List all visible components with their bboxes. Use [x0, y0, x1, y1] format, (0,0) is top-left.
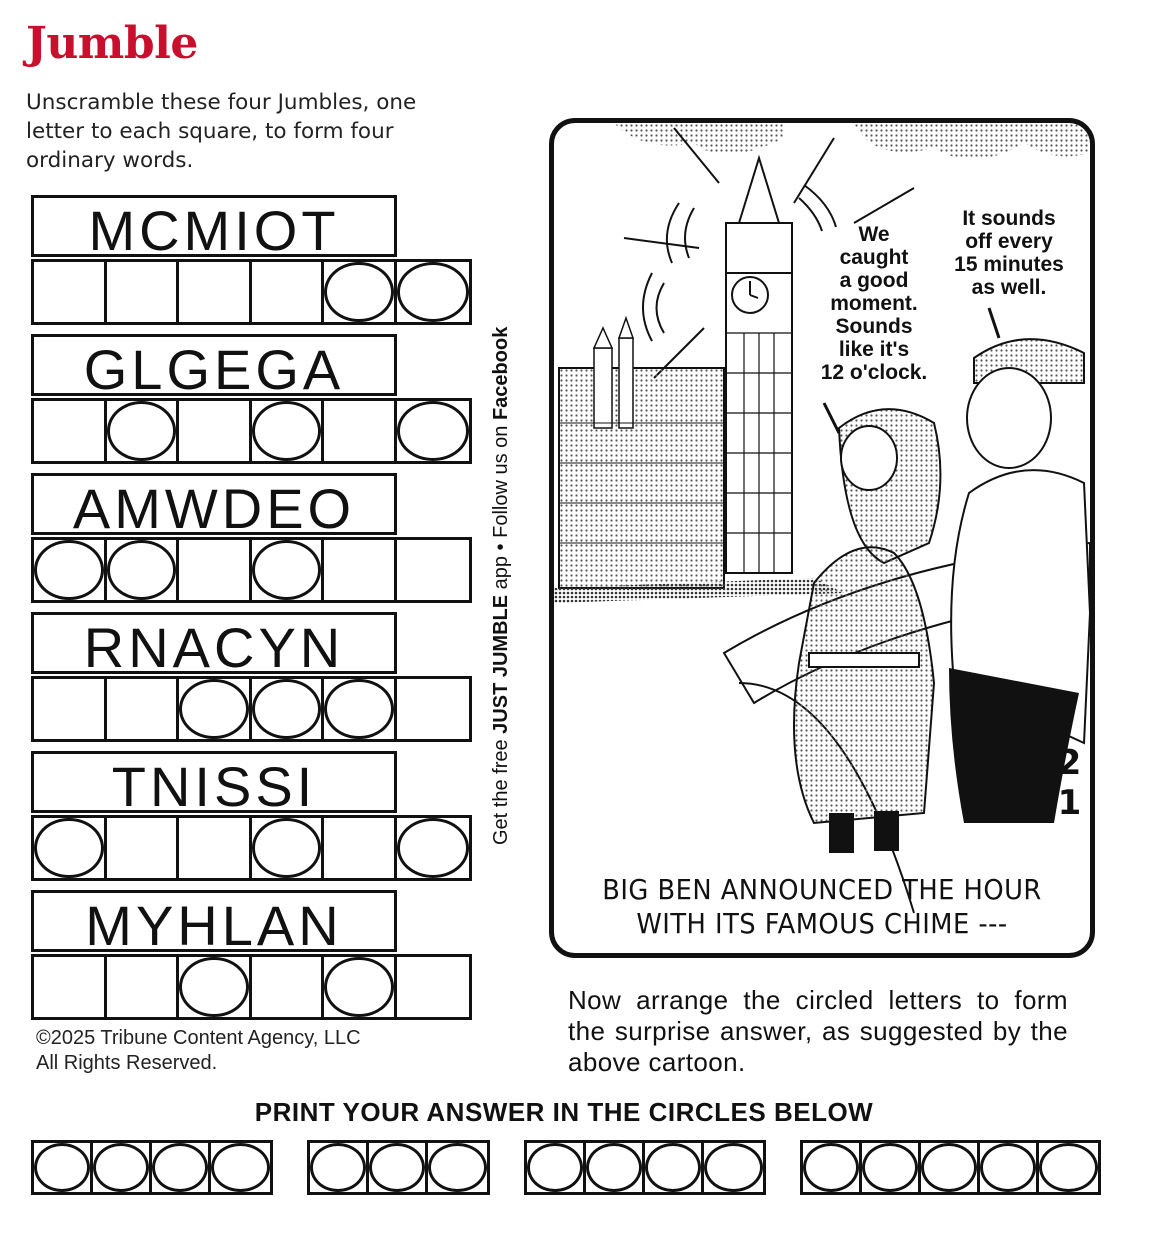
- answer-squares: [31, 259, 472, 325]
- letter-square[interactable]: [107, 818, 180, 878]
- instructions-text: Unscramble these four Jumbles, one letter to each square, to form four ordinary words.: [26, 90, 417, 173]
- answer-circle[interactable]: [310, 1143, 369, 1192]
- letter-square[interactable]: [252, 957, 325, 1017]
- letter-square[interactable]: [252, 262, 325, 322]
- answer-squares: [31, 954, 472, 1020]
- answer-squares: [31, 537, 472, 603]
- answer-word-3: [524, 1140, 766, 1195]
- circled-letter-square[interactable]: [252, 401, 325, 461]
- scrambled-letters: TNISSI: [31, 751, 397, 813]
- answer-circle[interactable]: [527, 1143, 586, 1192]
- cartoon-caption: BIG BEN ANNOUNCED THE HOUR WITH ITS FAMOUS CHIME ---: [602, 873, 1042, 940]
- cartoon-date-day: 21: [1034, 783, 1082, 823]
- circled-letter-square[interactable]: [252, 679, 325, 739]
- letter-square[interactable]: [324, 818, 397, 878]
- circled-letter-square[interactable]: [252, 818, 325, 878]
- scrambled-letters: GLGEGA: [31, 334, 397, 396]
- answer-squares: [31, 815, 472, 881]
- circled-letter-square[interactable]: [107, 540, 180, 600]
- promo-middle: app • Follow us on: [490, 420, 512, 595]
- cartoon-panel: [549, 118, 1095, 958]
- cartoon-date: [1034, 743, 1081, 823]
- answer-squares: [31, 676, 472, 742]
- letter-square[interactable]: [34, 957, 107, 1017]
- letter-square[interactable]: [34, 262, 107, 322]
- circled-letter-square[interactable]: [324, 957, 397, 1017]
- letter-square[interactable]: [324, 540, 397, 600]
- speech-bubble-man: It sounds off every 15 minutes as well.: [954, 207, 1064, 299]
- circled-letter-square[interactable]: [107, 401, 180, 461]
- print-answer-heading: PRINT YOUR ANSWER IN THE CIRCLES BELOW: [254, 1097, 874, 1127]
- answer-circle[interactable]: [586, 1143, 645, 1192]
- answer-circle[interactable]: [980, 1143, 1039, 1192]
- promo-prefix: Get the free: [490, 733, 512, 845]
- scrambled-letters: MCMIOT: [31, 195, 397, 257]
- promo-app-name: JUST JUMBLE: [490, 594, 512, 734]
- copyright: [36, 1026, 361, 1076]
- promo-vertical-text: [490, 327, 513, 845]
- answer-circle[interactable]: [803, 1143, 862, 1192]
- circled-letter-square[interactable]: [34, 818, 107, 878]
- answer-circle[interactable]: [211, 1143, 270, 1192]
- letter-square[interactable]: [179, 540, 252, 600]
- circled-letter-square[interactable]: [179, 679, 252, 739]
- letter-square[interactable]: [324, 401, 397, 461]
- letter-square[interactable]: [107, 957, 180, 1017]
- answer-circle[interactable]: [428, 1143, 487, 1192]
- answer-squares: [31, 398, 472, 464]
- letter-square[interactable]: [179, 262, 252, 322]
- circled-letter-square[interactable]: [324, 262, 397, 322]
- arrange-instructions: Now arrange the circled letters to form the surprise answer, as suggested by the above cartoon.: [568, 985, 1068, 1077]
- copyright-line-2: All Rights Reserved.: [36, 1052, 218, 1074]
- answer-word-4: [800, 1140, 1101, 1195]
- circled-letter-square[interactable]: [397, 262, 469, 322]
- copyright-line-1: ©2025 Tribune Content Agency, LLC: [36, 1027, 361, 1049]
- promo-social: Facebook: [490, 326, 512, 421]
- answer-circle[interactable]: [369, 1143, 428, 1192]
- answer-circle[interactable]: [704, 1143, 763, 1192]
- circled-letter-square[interactable]: [397, 401, 469, 461]
- answer-circle[interactable]: [645, 1143, 704, 1192]
- scrambled-letters: AMWDEO: [31, 473, 397, 535]
- puzzle-title: Jumble: [26, 18, 198, 69]
- letter-square[interactable]: [397, 540, 469, 600]
- letter-square[interactable]: [397, 679, 469, 739]
- answer-word-1: [31, 1140, 273, 1195]
- answer-word-2: [307, 1140, 490, 1195]
- circled-letter-square[interactable]: [179, 957, 252, 1017]
- letter-square[interactable]: [179, 818, 252, 878]
- circled-letter-square[interactable]: [324, 679, 397, 739]
- letter-square[interactable]: [34, 679, 107, 739]
- circled-letter-square[interactable]: [34, 540, 107, 600]
- answer-circle[interactable]: [93, 1143, 152, 1192]
- answer-circle[interactable]: [152, 1143, 211, 1192]
- answer-circle[interactable]: [921, 1143, 980, 1192]
- scrambled-letters: MYHLAN: [31, 890, 397, 952]
- answer-circle[interactable]: [1039, 1143, 1098, 1192]
- answer-circle[interactable]: [862, 1143, 921, 1192]
- answer-circle[interactable]: [34, 1143, 93, 1192]
- letter-square[interactable]: [397, 957, 469, 1017]
- circled-letter-square[interactable]: [397, 818, 469, 878]
- letter-square[interactable]: [107, 262, 180, 322]
- letter-square[interactable]: [179, 401, 252, 461]
- circled-letter-square[interactable]: [252, 540, 325, 600]
- speech-bubble-woman: We caught a good moment. Sounds like it's 12 o'clock.: [820, 223, 928, 384]
- scrambled-letters: RNACYN: [31, 612, 397, 674]
- letter-square[interactable]: [34, 401, 107, 461]
- cartoon-date-month: 12: [1034, 743, 1082, 783]
- letter-square[interactable]: [107, 679, 180, 739]
